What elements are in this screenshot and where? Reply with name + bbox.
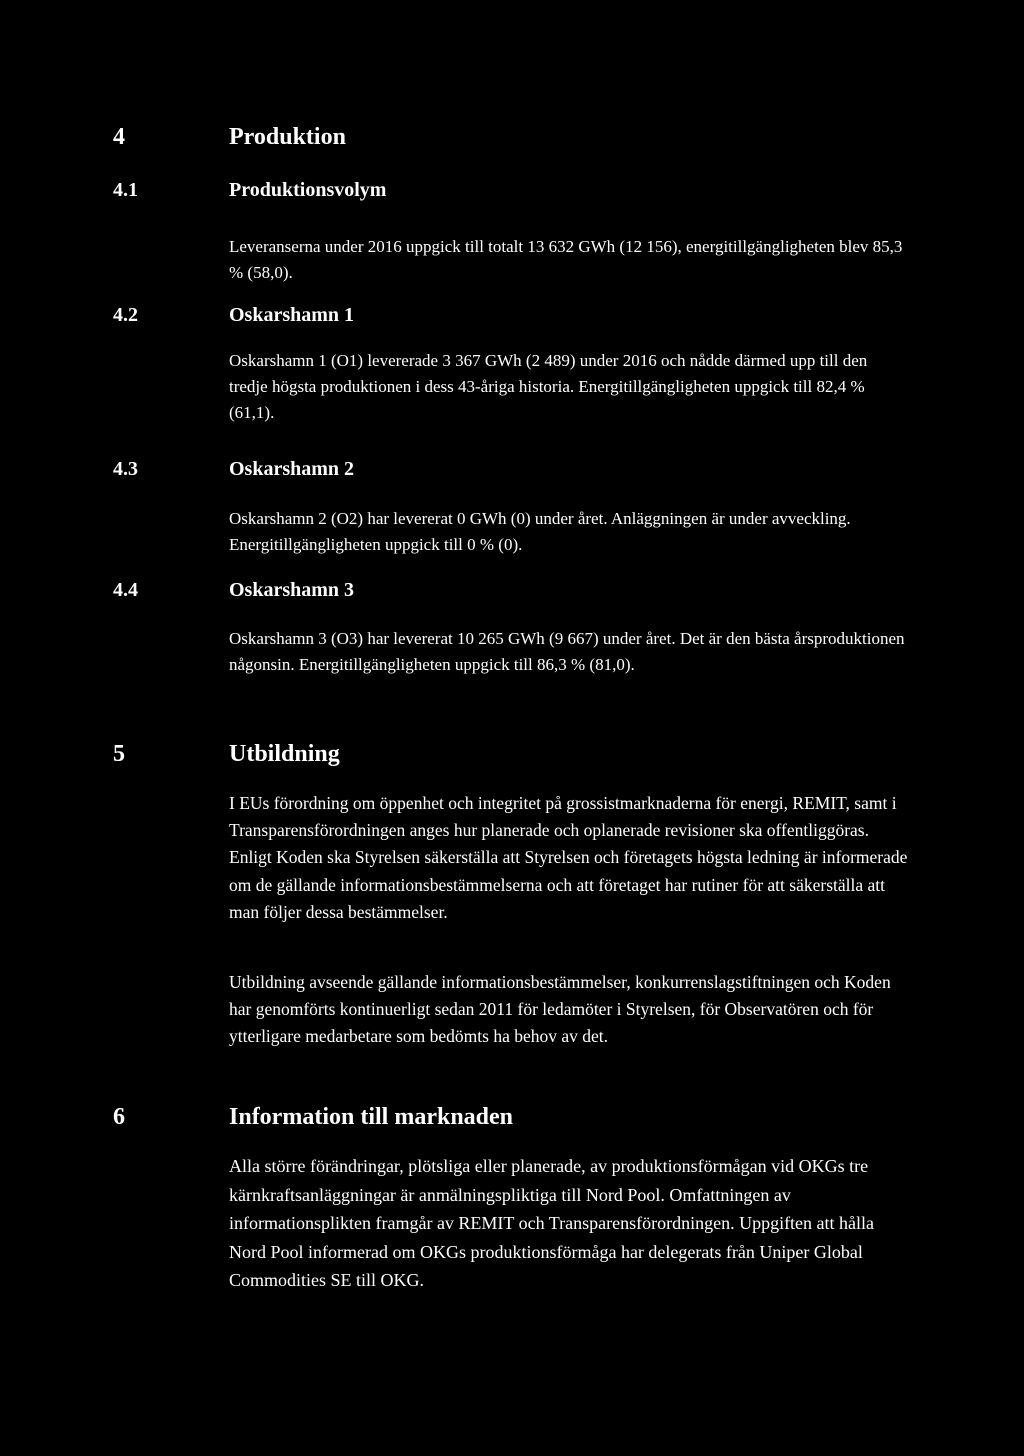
section-heading-utbildning: Utbildning	[229, 741, 340, 767]
section-heading-information-till-marknaden: Information till marknaden	[229, 1104, 514, 1130]
subsection-number: 4.4	[113, 579, 138, 601]
subsection-number: 4.3	[113, 458, 138, 480]
paragraph-oskarshamn-2: Oskarshamn 2 (O2) har levererat 0 GWh (0) under året. Anläggningen är under avveckling. Energitillgängligheten uppgick till 0 % (0).	[229, 509, 851, 554]
subsection-heading-oskarshamn-2: Oskarshamn 2	[229, 458, 355, 480]
section-number: 6	[113, 1104, 125, 1130]
paragraph-utbildning-1: I EUs förordning om öppenhet och integritet på grossistmarknaderna för energi, REMIT, samt i Transparensförordningen anges hur planerade och oplanerade revisioner ska offentliggöras. Enligt Koden ska Styrelsen säkerställa att Styrelsen och företagets högsta ledning är informerade om de gällande informationsbestämmelserna och att företaget har rutiner för att säkerställa att man följer dessa bestämmelser.	[229, 793, 908, 922]
paragraph-oskarshamn-1: Oskarshamn 1 (O1) levererade 3 367 GWh (2 489) under 2016 och nådde därmed upp till den tredje högsta produktionen i dess 43-åriga historia. Energitillgängligheten uppgick till 82,4 % (61,1).	[229, 351, 868, 422]
subsection-number: 4.2	[113, 304, 138, 326]
paragraph-produktionsvolym: Leveranserna under 2016 uppgick till totalt 13 632 GWh (12 156), energitillgängligheten blev 85,3 % (58,0).	[229, 237, 903, 282]
section-number: 5	[113, 741, 125, 767]
paragraph-information-till-marknaden: Alla större förändringar, plötsliga eller planerade, av produktionsförmågan vid OKGs tre kärnkraftsanläggningar är anmälningspliktiga till Nord Pool. Omfattningen av informationsplikten framgår av REMIT och Transparensförordningen. Uppgiften att hålla Nord Pool informerad om OKGs produktionsförmåga har delegerats från Uniper Global Commodities SE till OKG.	[229, 1156, 875, 1290]
subsection-number: 4.1	[113, 179, 138, 201]
subsection-heading-oskarshamn-3: Oskarshamn 3	[229, 579, 355, 601]
paragraph-utbildning-2: Utbildning avseende gällande informationsbestämmelser, konkurrenslagstiftningen och Koden har genomförts kontinuerligt sedan 2011 för ledamöter i Styrelsen, för Observatören och för ytterligare medarbetare som bedömts ha behov av det.	[229, 972, 891, 1047]
section-heading-produktion: Produktion	[229, 124, 346, 150]
paragraph-oskarshamn-3: Oskarshamn 3 (O3) har levererat 10 265 GWh (9 667) under året. Det är den bästa årsproduktionen någonsin. Energitillgängligheten uppgick till 86,3 % (81,0).	[229, 629, 905, 674]
subsection-heading-oskarshamn-1: Oskarshamn 1	[229, 304, 355, 326]
section-number: 4	[113, 124, 125, 150]
subsection-heading-produktionsvolym: Produktionsvolym	[229, 179, 387, 201]
